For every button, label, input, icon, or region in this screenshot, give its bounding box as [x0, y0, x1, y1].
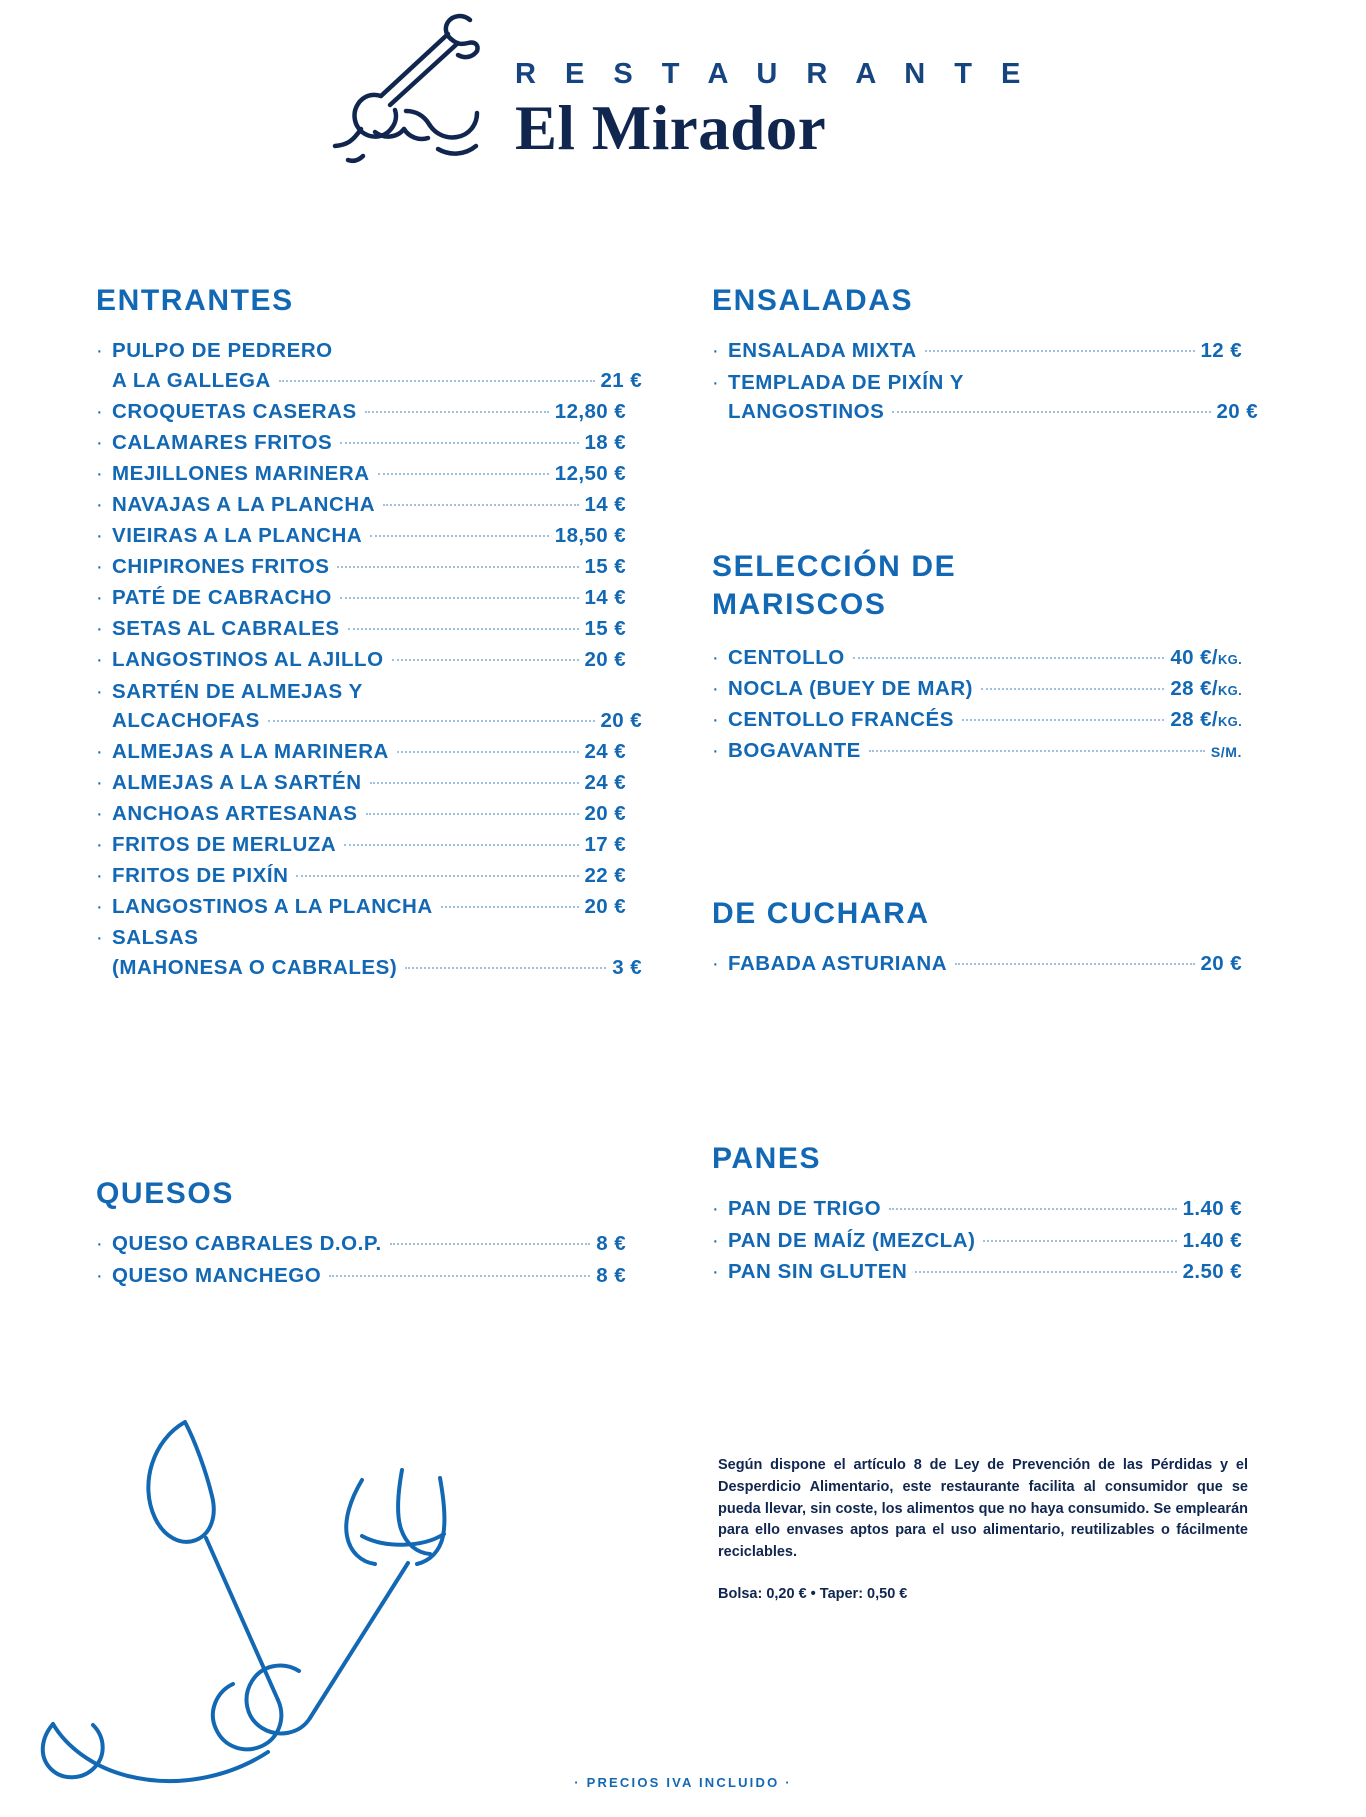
item-price: 22 € [584, 864, 626, 888]
item-price: 17 € [584, 833, 626, 857]
leader-dots [889, 1207, 1176, 1210]
leader-dots [337, 565, 578, 568]
item-price: 3 € [612, 955, 642, 979]
leader-dots [344, 843, 578, 846]
item-price: 15 € [584, 617, 626, 641]
menu-item [96, 1261, 626, 1290]
item-name: FRITOS DE MERLUZA [112, 833, 337, 857]
item-price: 20 € [600, 708, 642, 732]
menu-item [96, 923, 642, 981]
item-name-cont: A LA GALLEGA [112, 368, 271, 392]
leader-dots [405, 966, 606, 969]
item-name: PAN SIN GLUTEN [728, 1259, 908, 1283]
menu-item [96, 397, 626, 426]
item-name: PAN DE MAÍZ (MEZCLA) [728, 1228, 976, 1252]
item-name: LANGOSTINOS A LA PLANCHA [112, 895, 433, 919]
menu-item [96, 552, 626, 581]
bullet-icon: · [96, 618, 103, 641]
legal-bags-price: Bolsa: 0,20 € • Taper: 0,50 € [718, 1585, 908, 1602]
item-price: 12,80 € [554, 399, 626, 423]
leader-dots [981, 687, 1164, 690]
menu-item [712, 1257, 1242, 1286]
item-price-unit: KG. [1217, 651, 1242, 667]
item-name: SETAS AL CABRALES [112, 617, 340, 641]
item-name: CENTOLLO FRANCÉS [728, 708, 954, 731]
item-price [1170, 677, 1242, 701]
leader-dots [869, 749, 1205, 752]
bullet-icon: · [712, 340, 719, 363]
item-name: MEJILLONES MARINERA [112, 461, 370, 485]
menu-item [96, 677, 642, 735]
item-name: CROQUETAS CASERAS [112, 399, 357, 423]
section-de-cuchara [712, 895, 1242, 981]
section-quesos [96, 1175, 626, 1292]
item-price-value: 28 €/ [1170, 708, 1218, 731]
bullet-icon: · [712, 709, 719, 731]
bullet-icon: · [96, 462, 103, 485]
item-price: 20 € [1200, 952, 1242, 976]
item-price-unit: KG. [1217, 682, 1242, 698]
bullet-icon: · [712, 953, 719, 976]
item-price: 14 € [584, 492, 626, 516]
section-title-mariscos [712, 548, 1242, 625]
item-price: 20 € [584, 895, 626, 919]
ensaladas-item-list [712, 336, 1258, 425]
menu-header [0, 0, 1366, 210]
item-name: CHIPIRONES FRITOS [112, 555, 330, 579]
item-price [1170, 708, 1242, 732]
leader-dots [340, 441, 578, 444]
item-name: CALAMARES FRITOS [112, 430, 333, 454]
item-name: ALMEJAS A LA MARINERA [112, 739, 389, 763]
bullet-icon: · [96, 1264, 103, 1287]
item-name-cont: ALCACHOFAS [112, 708, 260, 732]
item-price-value: 40 €/ [1170, 645, 1218, 669]
leader-dots [348, 627, 579, 630]
section-title-quesos: QUESOS [96, 1177, 234, 1210]
leader-dots [915, 1270, 1176, 1273]
bullet-icon: · [96, 340, 103, 363]
leader-dots [370, 781, 579, 784]
menu-item [96, 521, 626, 550]
section-title-de-cuchara: DE CUCHARA [712, 897, 930, 930]
bullet-icon: · [96, 431, 103, 454]
bullet-icon: · [712, 677, 719, 700]
leader-dots [366, 812, 579, 815]
mariscos-item-list [712, 643, 1242, 765]
section-title-ensaladas: ENSALADAS [712, 284, 914, 317]
item-name: NOCLA (BUEY DE MAR) [728, 676, 974, 700]
item-name: ENSALADA MIXTA [728, 339, 917, 363]
menu-item [712, 643, 1242, 672]
bullet-icon: · [96, 493, 103, 516]
item-name: VIEIRAS A LA PLANCHA [112, 524, 363, 548]
item-name: LANGOSTINOS AL AJILLO [112, 648, 384, 672]
leader-dots [340, 596, 579, 599]
item-name: PAN DE TRIGO [728, 1197, 882, 1221]
quesos-item-list [96, 1229, 626, 1289]
item-price: 14 € [584, 586, 626, 610]
leader-dots [370, 534, 549, 537]
item-name: QUESO MANCHEGO [112, 1263, 322, 1287]
menu-item [96, 768, 626, 797]
menu-item [96, 428, 626, 457]
leader-dots [983, 1239, 1176, 1242]
leader-dots [892, 410, 1210, 413]
menu-item [712, 705, 1242, 734]
leader-dots [378, 472, 549, 475]
item-price-unit: KG. [1217, 714, 1242, 729]
leader-dots [955, 962, 1194, 965]
bullet-icon: · [712, 646, 719, 669]
leader-dots [397, 750, 579, 753]
leader-dots [296, 874, 578, 877]
menu-item [96, 645, 626, 674]
bullet-icon: · [712, 1198, 719, 1221]
spoon-and-fork-icon [10, 1400, 480, 1800]
legal-paragraph: Según dispone el artículo 8 de Ley de Prevención de las Pérdidas y el Desperdicio Alimentario, este restaurante facilita al consumidor que se pueda llevar, sin coste, los alimentos que no haya consumido. Se emplearán para ello envases aptos para el uso alimentario, reutilizables o fácilmente reciclables. [718, 1457, 1248, 1560]
item-price: S/M. [1210, 744, 1242, 761]
menu-item [96, 614, 626, 643]
item-name: FRITOS DE PIXÍN [112, 864, 289, 888]
bullet-icon: · [96, 680, 103, 703]
item-price: 20 € [584, 802, 626, 826]
menu-item [96, 583, 626, 612]
section-title-panes: PANES [712, 1142, 822, 1175]
bullet-icon: · [96, 1233, 103, 1256]
bullet-icon: · [96, 400, 103, 423]
section-mariscos [712, 548, 1242, 767]
bullet-icon: · [712, 1260, 719, 1283]
bullet-icon: · [712, 1229, 719, 1252]
bullet-icon: · [96, 896, 103, 919]
leader-dots [392, 658, 579, 661]
leader-dots [279, 379, 595, 382]
item-price: 18 € [584, 430, 626, 454]
logo-wordmark [515, 58, 1031, 163]
bullet-icon: · [712, 371, 719, 394]
menu-item [96, 1229, 626, 1258]
menu-item [712, 336, 1242, 365]
leader-dots [383, 503, 578, 506]
bullet-icon: · [96, 771, 103, 794]
leader-dots [962, 718, 1164, 721]
item-price: 24 € [584, 739, 626, 763]
item-price: 20 € [584, 648, 626, 672]
menu-item [712, 368, 1258, 426]
bullet-icon: · [96, 649, 103, 672]
item-name-cont: LANGOSTINOS [728, 399, 885, 423]
menu-item [96, 459, 626, 488]
bullet-icon: · [96, 740, 103, 763]
item-price: 2.50 € [1182, 1259, 1242, 1283]
item-price: 15 € [584, 555, 626, 579]
logo-restaurante-text: R E S T A U R A N T E [515, 58, 1031, 90]
anchor-icon [320, 8, 530, 193]
bullet-icon: · [96, 865, 103, 888]
item-name: SARTÉN DE ALMEJAS Y [112, 679, 363, 703]
menu-item [712, 1194, 1242, 1223]
logo-name-text: El Mirador [515, 93, 827, 163]
item-price-value: 28 €/ [1170, 676, 1218, 700]
leader-dots [853, 656, 1165, 659]
item-name: TEMPLADA DE PIXÍN Y [728, 370, 964, 394]
menu-item [96, 892, 626, 921]
item-price: 1.40 € [1182, 1197, 1242, 1221]
item-name: NAVAJAS A LA PLANCHA [112, 492, 376, 516]
panes-item-list [712, 1194, 1242, 1285]
section-title-mariscos-line2: MARISCOS [712, 588, 887, 622]
item-price [1170, 646, 1242, 670]
legal-notice [718, 1455, 1248, 1606]
menu-item [96, 799, 626, 828]
leader-dots [268, 719, 595, 722]
item-price: 8 € [596, 1263, 626, 1287]
leader-dots [441, 905, 579, 908]
item-price: 1.40 € [1182, 1228, 1242, 1252]
restaurant-logo [320, 8, 1031, 193]
cuchara-item-list [712, 949, 1242, 978]
item-name: PULPO DE PEDRERO [112, 339, 333, 363]
leader-dots [925, 349, 1195, 352]
item-name: FABADA ASTURIANA [728, 952, 948, 976]
menu-item [96, 861, 626, 890]
menu-item [96, 737, 626, 766]
item-price: 18,50 € [554, 524, 626, 548]
menu-item [96, 830, 626, 859]
section-title-mariscos-line1: SELECCIÓN DE [712, 550, 957, 583]
bullet-icon: · [96, 525, 103, 548]
item-name: CENTOLLO [728, 645, 845, 669]
item-price: 12 € [1200, 339, 1242, 363]
menu-item [712, 736, 1242, 765]
bullet-icon: · [96, 927, 103, 950]
menu-item [712, 949, 1242, 978]
item-name: QUESO CABRALES D.O.P. [112, 1232, 382, 1256]
leader-dots [390, 1242, 591, 1245]
bullet-icon: · [96, 556, 103, 579]
bullet-icon: · [712, 740, 719, 763]
bullet-icon: · [96, 834, 103, 857]
item-price: 24 € [584, 770, 626, 794]
menu-item [712, 1226, 1242, 1255]
item-name: ANCHOAS ARTESANAS [112, 802, 358, 826]
section-entrantes [96, 282, 642, 984]
section-title-entrantes: ENTRANTES [96, 284, 294, 317]
section-ensaladas [712, 282, 1258, 428]
item-name: BOGAVANTE [728, 739, 861, 763]
menu-item [712, 674, 1242, 703]
item-name: ALMEJAS A LA SARTÉN [112, 770, 362, 794]
leader-dots [365, 410, 549, 413]
item-price: 20 € [1216, 399, 1258, 423]
menu-item [96, 336, 642, 394]
item-price: 21 € [600, 368, 642, 392]
item-name: SALSAS [112, 926, 199, 950]
menu-item [96, 490, 626, 519]
entrantes-item-list [96, 336, 642, 981]
bullet-icon: · [96, 587, 103, 610]
item-price: 12,50 € [554, 461, 626, 485]
item-name: PATÉ DE CABRACHO [112, 586, 332, 610]
leader-dots [329, 1274, 590, 1277]
footer-note: · PRECIOS IVA INCLUIDO · [574, 1775, 792, 1790]
section-panes [712, 1140, 1242, 1288]
bullet-icon: · [96, 803, 103, 826]
item-price: 8 € [596, 1232, 626, 1256]
item-name-cont: (MAHONESA O CABRALES) [112, 955, 398, 979]
